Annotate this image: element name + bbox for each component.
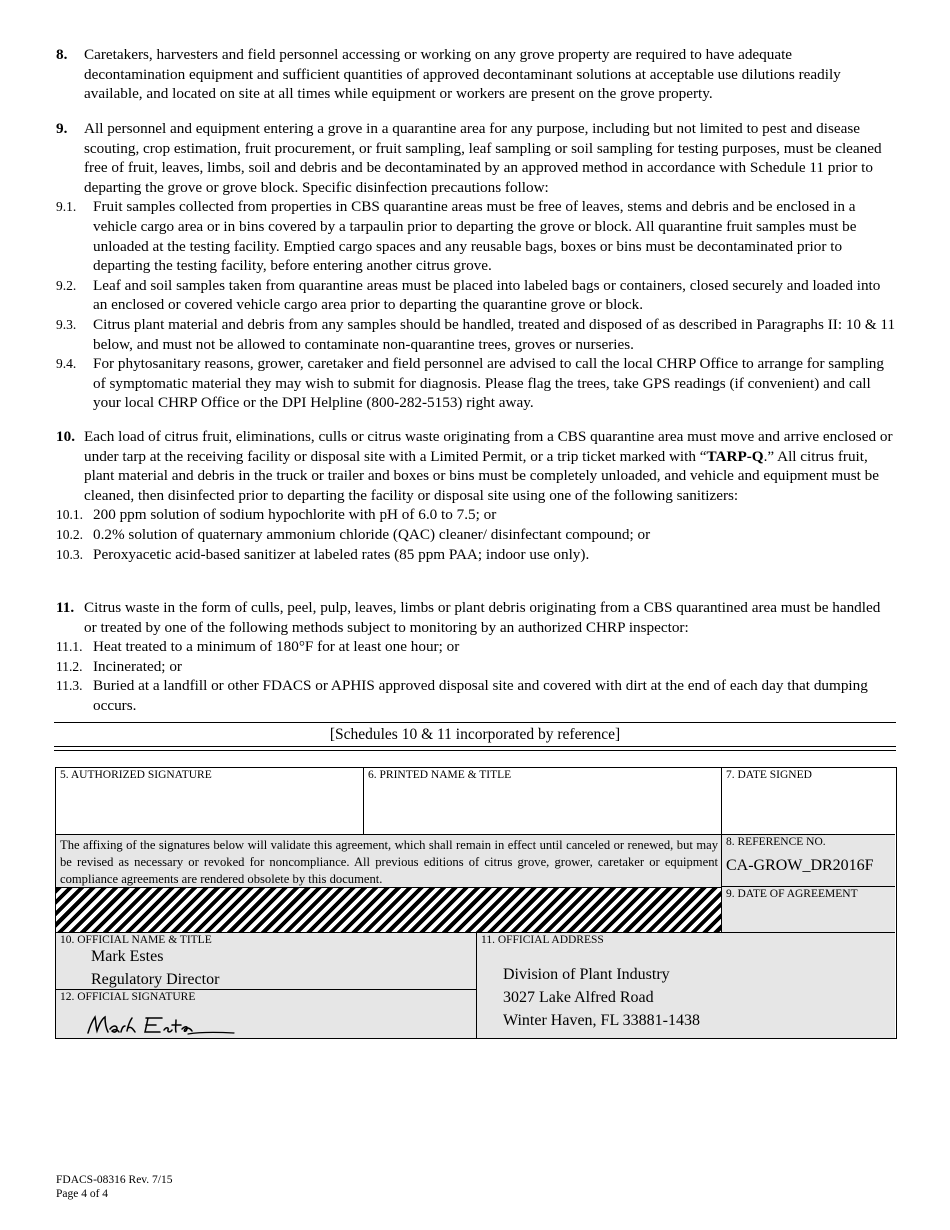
- official-title: Regulatory Director: [91, 971, 220, 988]
- official-signature-field: [56, 990, 477, 1038]
- paragraph-number: 10.: [56, 428, 75, 445]
- address-line-3: Winter Haven, FL 33881-1438: [503, 1012, 700, 1029]
- validation-notice-box: [56, 835, 722, 887]
- double-divider-line: [54, 746, 896, 751]
- official-name-title-field: [56, 933, 477, 990]
- paragraph-text: Caretakers, harvesters and field personnel accessing or working on any grove property are required to have adequate decontamination equipment and sufficient quantities of approved decontaminant solutions at acceptable use dilutions readily available, and located on site at all times while equipment or workers are present on the grove property.: [84, 46, 841, 103]
- subparagraph-text: Heat treated to a minimum of 180°F for at least one hour; or: [93, 638, 460, 656]
- signature-form: [55, 767, 897, 1039]
- subparagraph-9-2: [56, 276, 896, 315]
- subparagraph-text: Peroxyacetic acid-based sanitizer at labeled rates (85 ppm PAA; indoor use only).: [93, 545, 590, 563]
- tarp-q-marker: TARP-Q: [706, 447, 764, 465]
- subparagraph-10-3: [56, 545, 896, 565]
- subparagraph-number: 11.3.: [56, 678, 83, 694]
- printed-name-title-field[interactable]: [364, 768, 722, 835]
- field-label: 5. AUTHORIZED SIGNATURE: [60, 769, 212, 781]
- paragraph-text: [84, 427, 896, 505]
- address-line-1: Division of Plant Industry: [503, 966, 670, 983]
- subparagraph-11-1: [56, 637, 896, 657]
- official-address-field: [477, 933, 895, 1038]
- paragraph-8: [56, 45, 896, 104]
- paragraph-number: 8.: [56, 46, 68, 63]
- reference-number-value: CA-GROW_DR2016F: [726, 857, 874, 874]
- paragraph-10: [56, 427, 896, 564]
- subparagraph-text: For phytosanitary reasons, grower, caretaker and field personnel are advised to call the local CHRP Office to arrange for sampling of symptomatic material they may wish to submit for diagnosis. Please flag the trees, take GPS readings (if convenient) and call your local CHRP Office or the DPI Helpline (800-282-5153) right away.: [93, 355, 884, 412]
- field-label: 6. PRINTED NAME & TITLE: [368, 769, 512, 781]
- subparagraph-number: 11.2.: [56, 658, 83, 674]
- schedules-reference-note: [Schedules 10 & 11 incorporated by reference]: [329, 726, 621, 743]
- subparagraph-number: 9.3.: [56, 316, 77, 332]
- subparagraph-text: Leaf and soil samples taken from quarantine areas must be placed into labeled bags or containers, closed securely and loaded into an enclosed or covered vehicle cargo area prior to departing the quarantine grove or block.: [93, 276, 881, 314]
- paragraph-text-a: Each load of citrus fruit, eliminations, culls or citrus waste originating from a CBS quarantine area must move and arrive enclosed or under tarp at the receiving facility or disposal site with a Limited Permit, or a trip ticket marked with “: [84, 428, 893, 465]
- paragraph-text-b: .” All citrus fruit, plant material and debris in the truck or trailer and boxes or bins must be completely unloaded, and vehicle and equipment must be cleaned, then disinfected prior to departing the facility or disposal site using one of the following sanitizers:: [84, 447, 880, 504]
- paragraph-9: [56, 119, 896, 413]
- subparagraph-text: Buried at a landfill or other FDACS or APHIS approved disposal site and covered with dirt at the end of each day that dumping occurs.: [93, 677, 868, 714]
- subparagraph-10-2: [56, 525, 896, 545]
- field-label: 9. DATE OF AGREEMENT: [726, 888, 858, 900]
- hatched-band: [56, 887, 722, 933]
- validation-notice-text: The affixing of the signatures below will validate this agreement, which shall remain in effect until canceled or renewed, but may be revised as necessary or revoked for noncompliance. All previous editions of citrus grove, grower, caretaker or equipment compliance agreements are rendered obsolete by this document.: [60, 838, 718, 886]
- subparagraph-text: Fruit samples collected from properties in CBS quarantine areas must be free of leaves, stems and debris and be enclosed in a vehicle cargo area or in bins covered by a tarpaulin prior to departing the grove or block. All quarantine fruit samples must be unloaded at the testing facility. Emptied cargo spaces and any reusable bags, boxes or bins must be decontaminated prior to departing the testing facility, before entering another citrus grove.: [93, 198, 857, 275]
- subparagraph-text: Citrus plant material and debris from any samples should be handled, treated and disposed of as described in Paragraphs II: 10 & 11 below, and must not be allowed to contaminate non-quarantine trees, groves or nurseries.: [93, 315, 896, 353]
- date-of-agreement-field[interactable]: [722, 887, 895, 933]
- subparagraph-number: 9.2.: [56, 277, 77, 293]
- subparagraph-11-2: [56, 657, 896, 677]
- field-label: 11. OFFICIAL ADDRESS: [481, 934, 604, 946]
- paragraph-number: 9.: [56, 120, 68, 137]
- subparagraph-9-1: [56, 197, 896, 275]
- form-number: FDACS-08316 Rev. 7/15: [56, 1174, 173, 1186]
- subparagraph-10-1: [56, 505, 896, 525]
- subparagraph-number: 11.1.: [56, 639, 83, 655]
- subparagraph-number: 10.3.: [56, 546, 83, 562]
- subparagraph-text: 0.2% solution of quaternary ammonium chloride (QAC) cleaner/ disinfectant compound; or: [93, 525, 651, 543]
- reference-number-field: [722, 835, 895, 887]
- subparagraph-text: 200 ppm solution of sodium hypochlorite with pH of 6.0 to 7.5; or: [93, 506, 497, 524]
- page-footer: [56, 1173, 173, 1201]
- handwritten-signature: [84, 1012, 244, 1038]
- subparagraph-number: 10.2.: [56, 526, 83, 542]
- address-line-2: 3027 Lake Alfred Road: [503, 989, 654, 1006]
- subparagraph-number: 10.1.: [56, 507, 83, 523]
- paragraph-text: Citrus waste in the form of culls, peel, pulp, leaves, limbs or plant debris originating from a CBS quarantined area must be handled or treated by one of the following methods subject to monitoring by an authorized CHRP inspector:: [84, 599, 881, 636]
- paragraph-number: 11.: [56, 599, 75, 616]
- official-name: Mark Estes: [91, 948, 164, 965]
- subparagraph-9-3: [56, 315, 896, 354]
- subparagraph-number: 9.1.: [56, 199, 77, 215]
- field-label: 12. OFFICIAL SIGNATURE: [60, 991, 196, 1003]
- paragraph-11: [56, 598, 896, 716]
- authorized-signature-field[interactable]: [56, 768, 364, 835]
- page-number: Page 4 of 4: [56, 1188, 109, 1200]
- subparagraph-9-4: [56, 354, 896, 413]
- paragraph-text: All personnel and equipment entering a grove in a quarantine area for any purpose, including but not limited to pest and disease scouting, crop estimation, fruit procurement, or fruit sampling, leaf sampling or soil sampling for testing purposes, must be cleaned free of fruit, leaves, limbs, soil and debris and be decontaminated by an approved method in accordance with Schedule 11 prior to departing the grove or grove block. Specific disinfection precautions follow:: [84, 120, 882, 196]
- subparagraph-text: Incinerated; or: [93, 657, 182, 675]
- subparagraph-11-3: [56, 676, 896, 715]
- date-signed-field[interactable]: [722, 768, 895, 835]
- field-label: 7. DATE SIGNED: [726, 769, 812, 781]
- field-label: 8. REFERENCE NO.: [726, 836, 826, 848]
- field-label: 10. OFFICIAL NAME & TITLE: [60, 934, 212, 946]
- divider-line: [54, 722, 896, 723]
- subparagraph-number: 9.4.: [56, 356, 77, 372]
